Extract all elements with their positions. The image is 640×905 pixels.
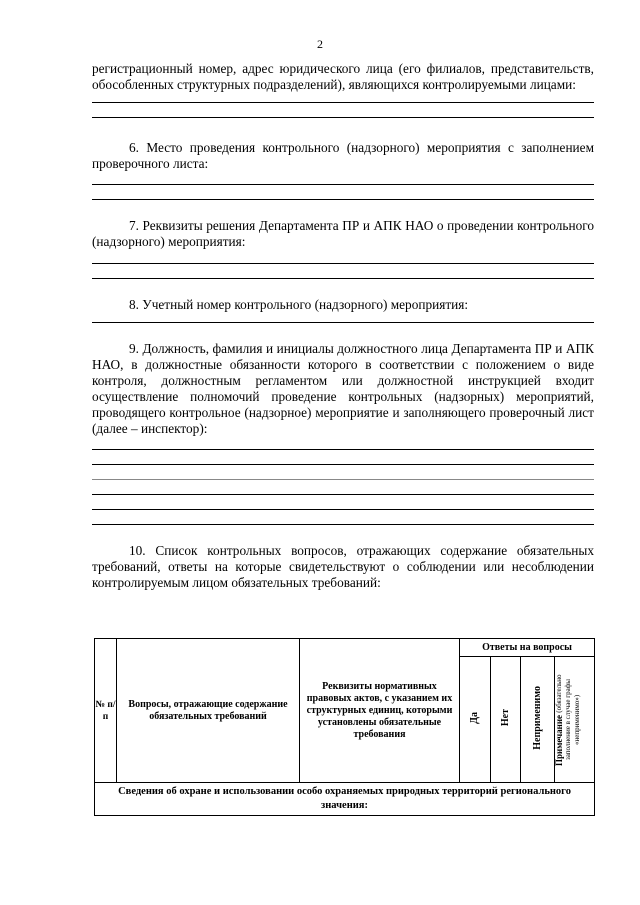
header-no-label: Нет <box>499 708 511 727</box>
paragraph-registration: регистрационный номер, адрес юридического лица (его филиалов, представительств, обособленных структурных подразделений), являющихся контролируемыми лицами: <box>92 61 594 92</box>
fill-line <box>92 102 594 103</box>
fill-line <box>92 494 594 495</box>
fill-line <box>92 524 594 525</box>
header-not-applicable-label: Неприменимо <box>531 685 543 750</box>
document-body <box>92 61 594 591</box>
header-note-content <box>555 660 593 780</box>
fill-line <box>92 509 594 510</box>
fill-line <box>92 464 594 465</box>
fill-line <box>92 199 594 200</box>
header-note <box>555 657 595 783</box>
header-note-label: Примечание <box>554 714 564 766</box>
section-row-protected-areas: Сведения об охране и использовании особо охраняемых природных территорий регионального значения: <box>95 783 595 816</box>
fill-line <box>92 263 594 264</box>
header-not-applicable <box>521 657 555 783</box>
item-10-question-list: 10. Список контрольных вопросов, отражающих содержание обязательных требований, ответы на которые свидетельствуют о соблюдении или несоблюдении контролируемым лицом обязательных требований: <box>92 543 594 590</box>
header-yes <box>460 657 491 783</box>
fill-line <box>92 322 594 323</box>
header-no <box>491 657 521 783</box>
fill-line <box>92 449 594 450</box>
page-number: 2 <box>317 37 323 51</box>
header-answers: Ответы на вопросы <box>460 639 595 657</box>
fill-line <box>92 479 594 480</box>
fill-line <box>92 117 594 118</box>
header-questions: Вопросы, отражающие содержание обязательных требований <box>117 639 300 783</box>
fill-line <box>92 278 594 279</box>
item-9-inspector: 9. Должность, фамилия и инициалы должностного лица Департамента ПР и АПК НАО, в должностные обязанности которого в соответствии с положением о виде контроля, должностным регламентом или должностной инструкцией входит осуществление полномочий проведение контрольных (надзорных) мероприятий, проводящего контрольное (надзорное) мероприятие и заполняющего проверочный лист (далее – инспектор): <box>92 341 594 436</box>
item-6-place: 6. Место проведения контрольного (надзорного) мероприятия с заполнением проверочного листа: <box>92 140 594 171</box>
header-number: № п/п <box>95 639 117 783</box>
fill-line <box>92 184 594 185</box>
item-7-decision: 7. Реквизиты решения Департамента ПР и АПК НАО о проведении контрольного (надзорного) мероприятия: <box>92 218 594 249</box>
item-8-account-number: 8. Учетный номер контрольного (надзорного) мероприятия: <box>129 297 469 312</box>
header-yes-label: Да <box>469 711 480 724</box>
header-requisites: Реквизиты нормативных правовых актов, с указанием их структурных единиц, которыми установлены обязательные требования <box>300 639 460 783</box>
header-note-hint: (обязательно заполнение в случае графы «неприменимо») <box>555 673 581 760</box>
checklist-table <box>94 638 595 816</box>
